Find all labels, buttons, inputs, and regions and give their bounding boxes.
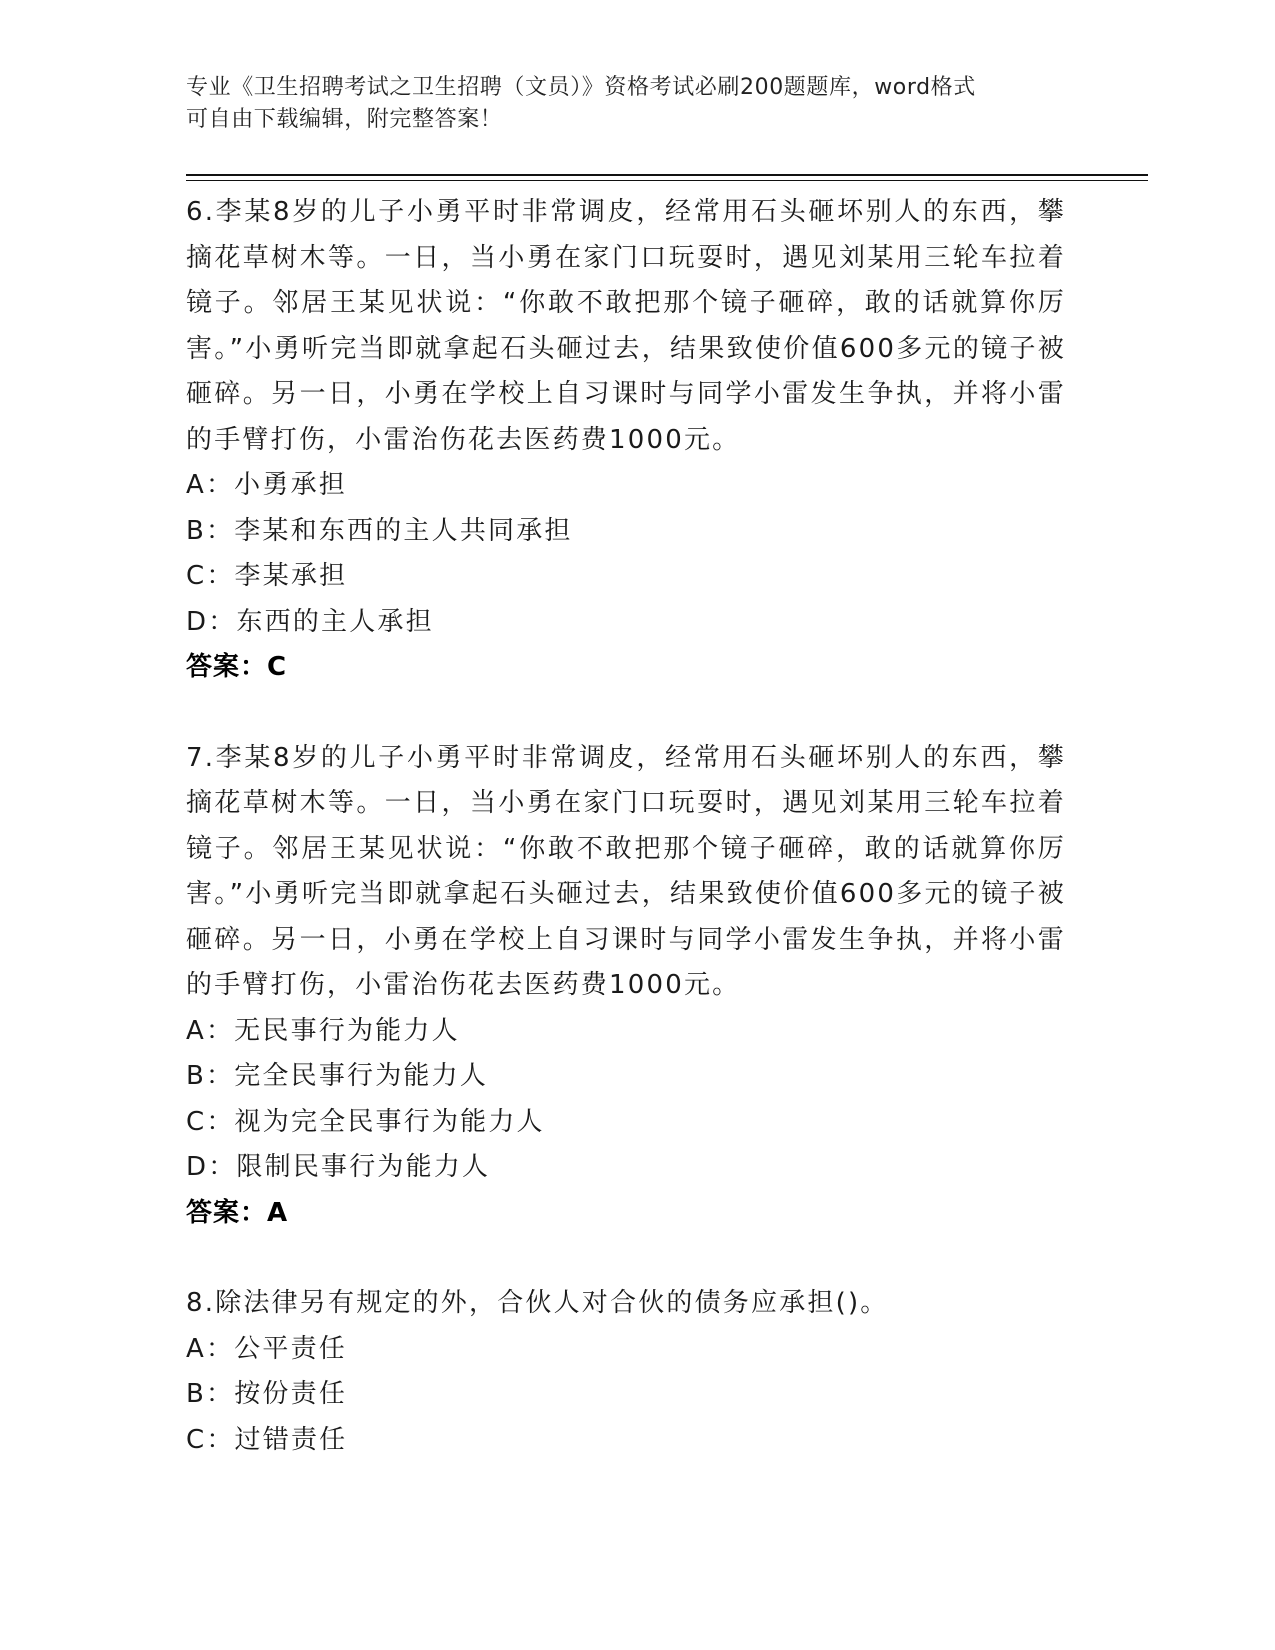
option-a: A：公平责任 <box>186 1333 347 1364</box>
option-c: C：李某承担 <box>186 561 348 591</box>
option-c: C：过错责任 <box>186 1424 348 1455</box>
option-c: C：视为完全民事行为能力人 <box>186 1106 545 1137</box>
question-6 <box>186 190 1066 691</box>
question-list <box>186 190 1066 1463</box>
header-line-1: 专业《卫生招聘考试之卫生招聘（文员）》资格考试必刷200题题库，word格式 <box>186 75 976 100</box>
header-line-2: 可自由下载编辑，附完整答案！ <box>186 107 503 132</box>
question-stem: 7.李某8岁的儿子小勇平时非常调皮，经常用石头砸坏别人的东西，攀摘花草树木等。一日，当小勇在家门口玩耍时，遇见刘某用三轮车拉着镜子。邻居王某见状说：“你敢不敢把那个镜子砸碎，敢的话就算你厉害。”小勇听完当即就拿起石头砸过去，结果致使价值600多元的镜子被砸碎。另一日，小勇在学校上自习课时与同学小雷发生争执，并将小雷的手臂打伤，小雷治伤花去医药费1000元。 <box>186 742 1066 1000</box>
document-header <box>186 72 1066 136</box>
answer-label: 答案：A <box>186 1197 289 1228</box>
question-stem: 6.李某8岁的儿子小勇平时非常调皮，经常用石头砸坏别人的东西，攀摘花草树木等。一日，当小勇在家门口玩耍时，遇见刘某用三轮车拉着镜子。邻居王某见状说：“你敢不敢把那个镜子砸碎，敢的话就算你厉害。”小勇听完当即就拿起石头砸过去，结果致使价值600多元的镜子被砸碎。另一日，小勇在学校上自习课时与同学小雷发生争执，并将小雷的手臂打伤，小雷治伤花去医药费1000元。 <box>186 197 1066 455</box>
option-b: B：按份责任 <box>186 1379 348 1409</box>
question-spacer <box>186 1236 1066 1281</box>
option-d: D：限制民事行为能力人 <box>186 1152 491 1182</box>
question-7 <box>186 736 1066 1237</box>
question-stem: 8.除法律另有规定的外，合伙人对合伙的债务应承担()。 <box>186 1288 889 1318</box>
header-divider-thick <box>186 174 1148 176</box>
option-d: D：东西的主人承担 <box>186 606 434 637</box>
answer-label: 答案：C <box>186 652 288 682</box>
question-8 <box>186 1281 1066 1463</box>
question-spacer <box>186 691 1066 736</box>
option-b: B：完全民事行为能力人 <box>186 1061 489 1091</box>
option-a: A：小勇承担 <box>186 470 347 500</box>
header-divider-thin <box>186 180 1148 181</box>
option-b: B：李某和东西的主人共同承担 <box>186 515 573 546</box>
option-a: A：无民事行为能力人 <box>186 1015 460 1046</box>
